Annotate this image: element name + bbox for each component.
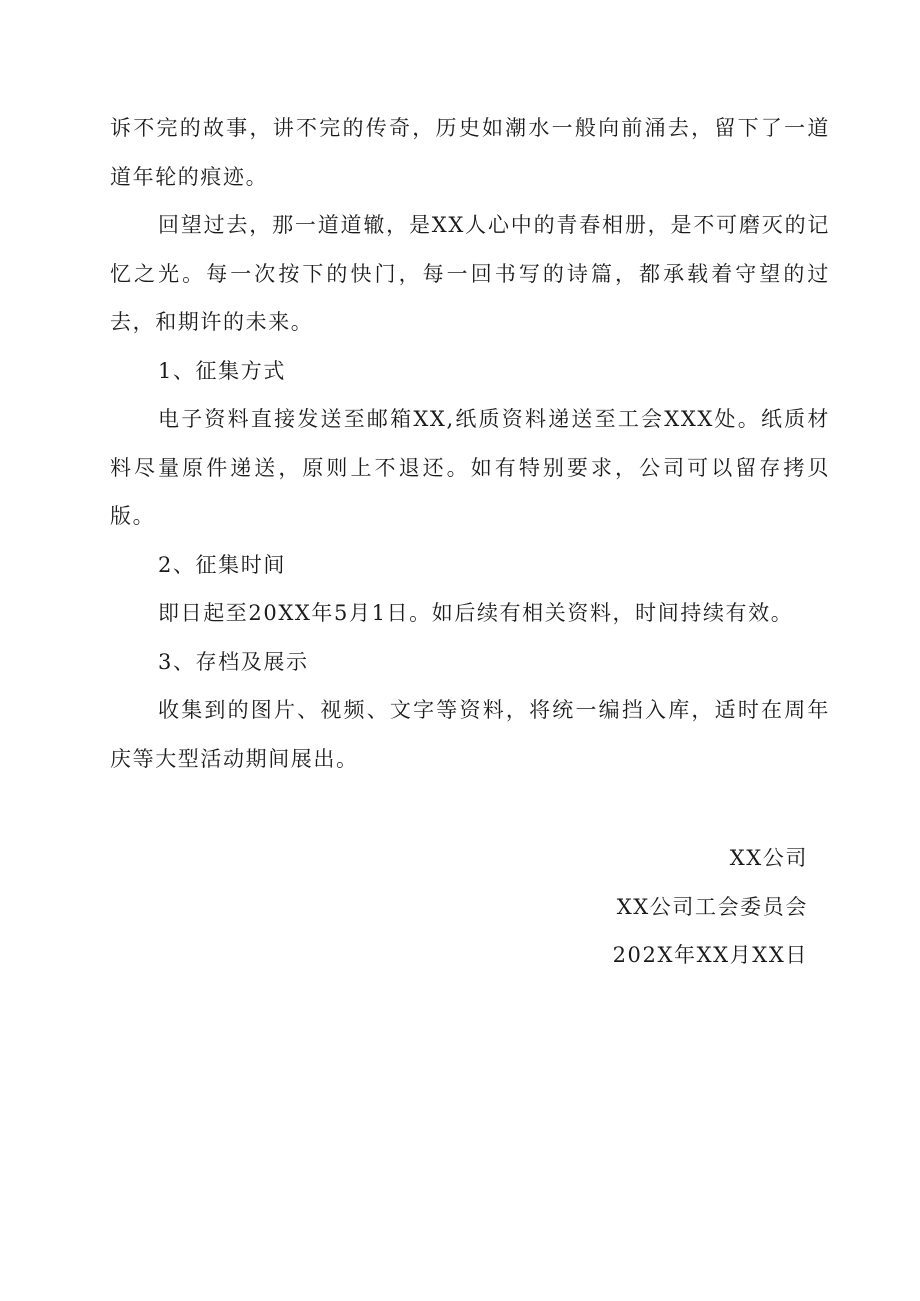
signature-union: XX公司工会委员会 bbox=[616, 894, 808, 919]
paragraph-archive-display: 收集到的图片、视频、文字等资料，将统一编挡入库，适时在周年庆等大型活动期间展出。 bbox=[110, 698, 830, 771]
paragraph-collection-method: 电子资料直接发送至邮箱XX,纸质资料递送至工会XXX处。纸质材料尽量原件递送，原则上不退还。如有特别要求，公司可以留存拷贝版。 bbox=[110, 407, 830, 528]
paragraph-intro-continued: 诉不完的故事，讲不完的传奇，历史如潮水一般向前涌去，留下了一道道年轮的痕迹。 bbox=[110, 116, 830, 189]
section-heading-collection-time: 2、征集时间 bbox=[158, 552, 286, 577]
signature-company: XX公司 bbox=[729, 846, 808, 870]
section-heading-collection-method: 1、征集方式 bbox=[158, 358, 286, 383]
signature-date: 202X年XX月XX日 bbox=[612, 943, 808, 967]
document-body bbox=[110, 104, 830, 783]
paragraph-review-past: 回望过去，那一道道辙，是XX人心中的青春相册，是不可磨灭的记忆之光。每一次按下的快门，每一回书写的诗篇，都承载着守望的过去，和期许的未来。 bbox=[110, 213, 830, 334]
paragraph-collection-time: 即日起至20XX年5月1日。如后续有相关资料，时间持续有效。 bbox=[158, 601, 794, 625]
signature-block bbox=[613, 834, 808, 980]
section-heading-archive-display: 3、存档及展示 bbox=[158, 649, 309, 674]
